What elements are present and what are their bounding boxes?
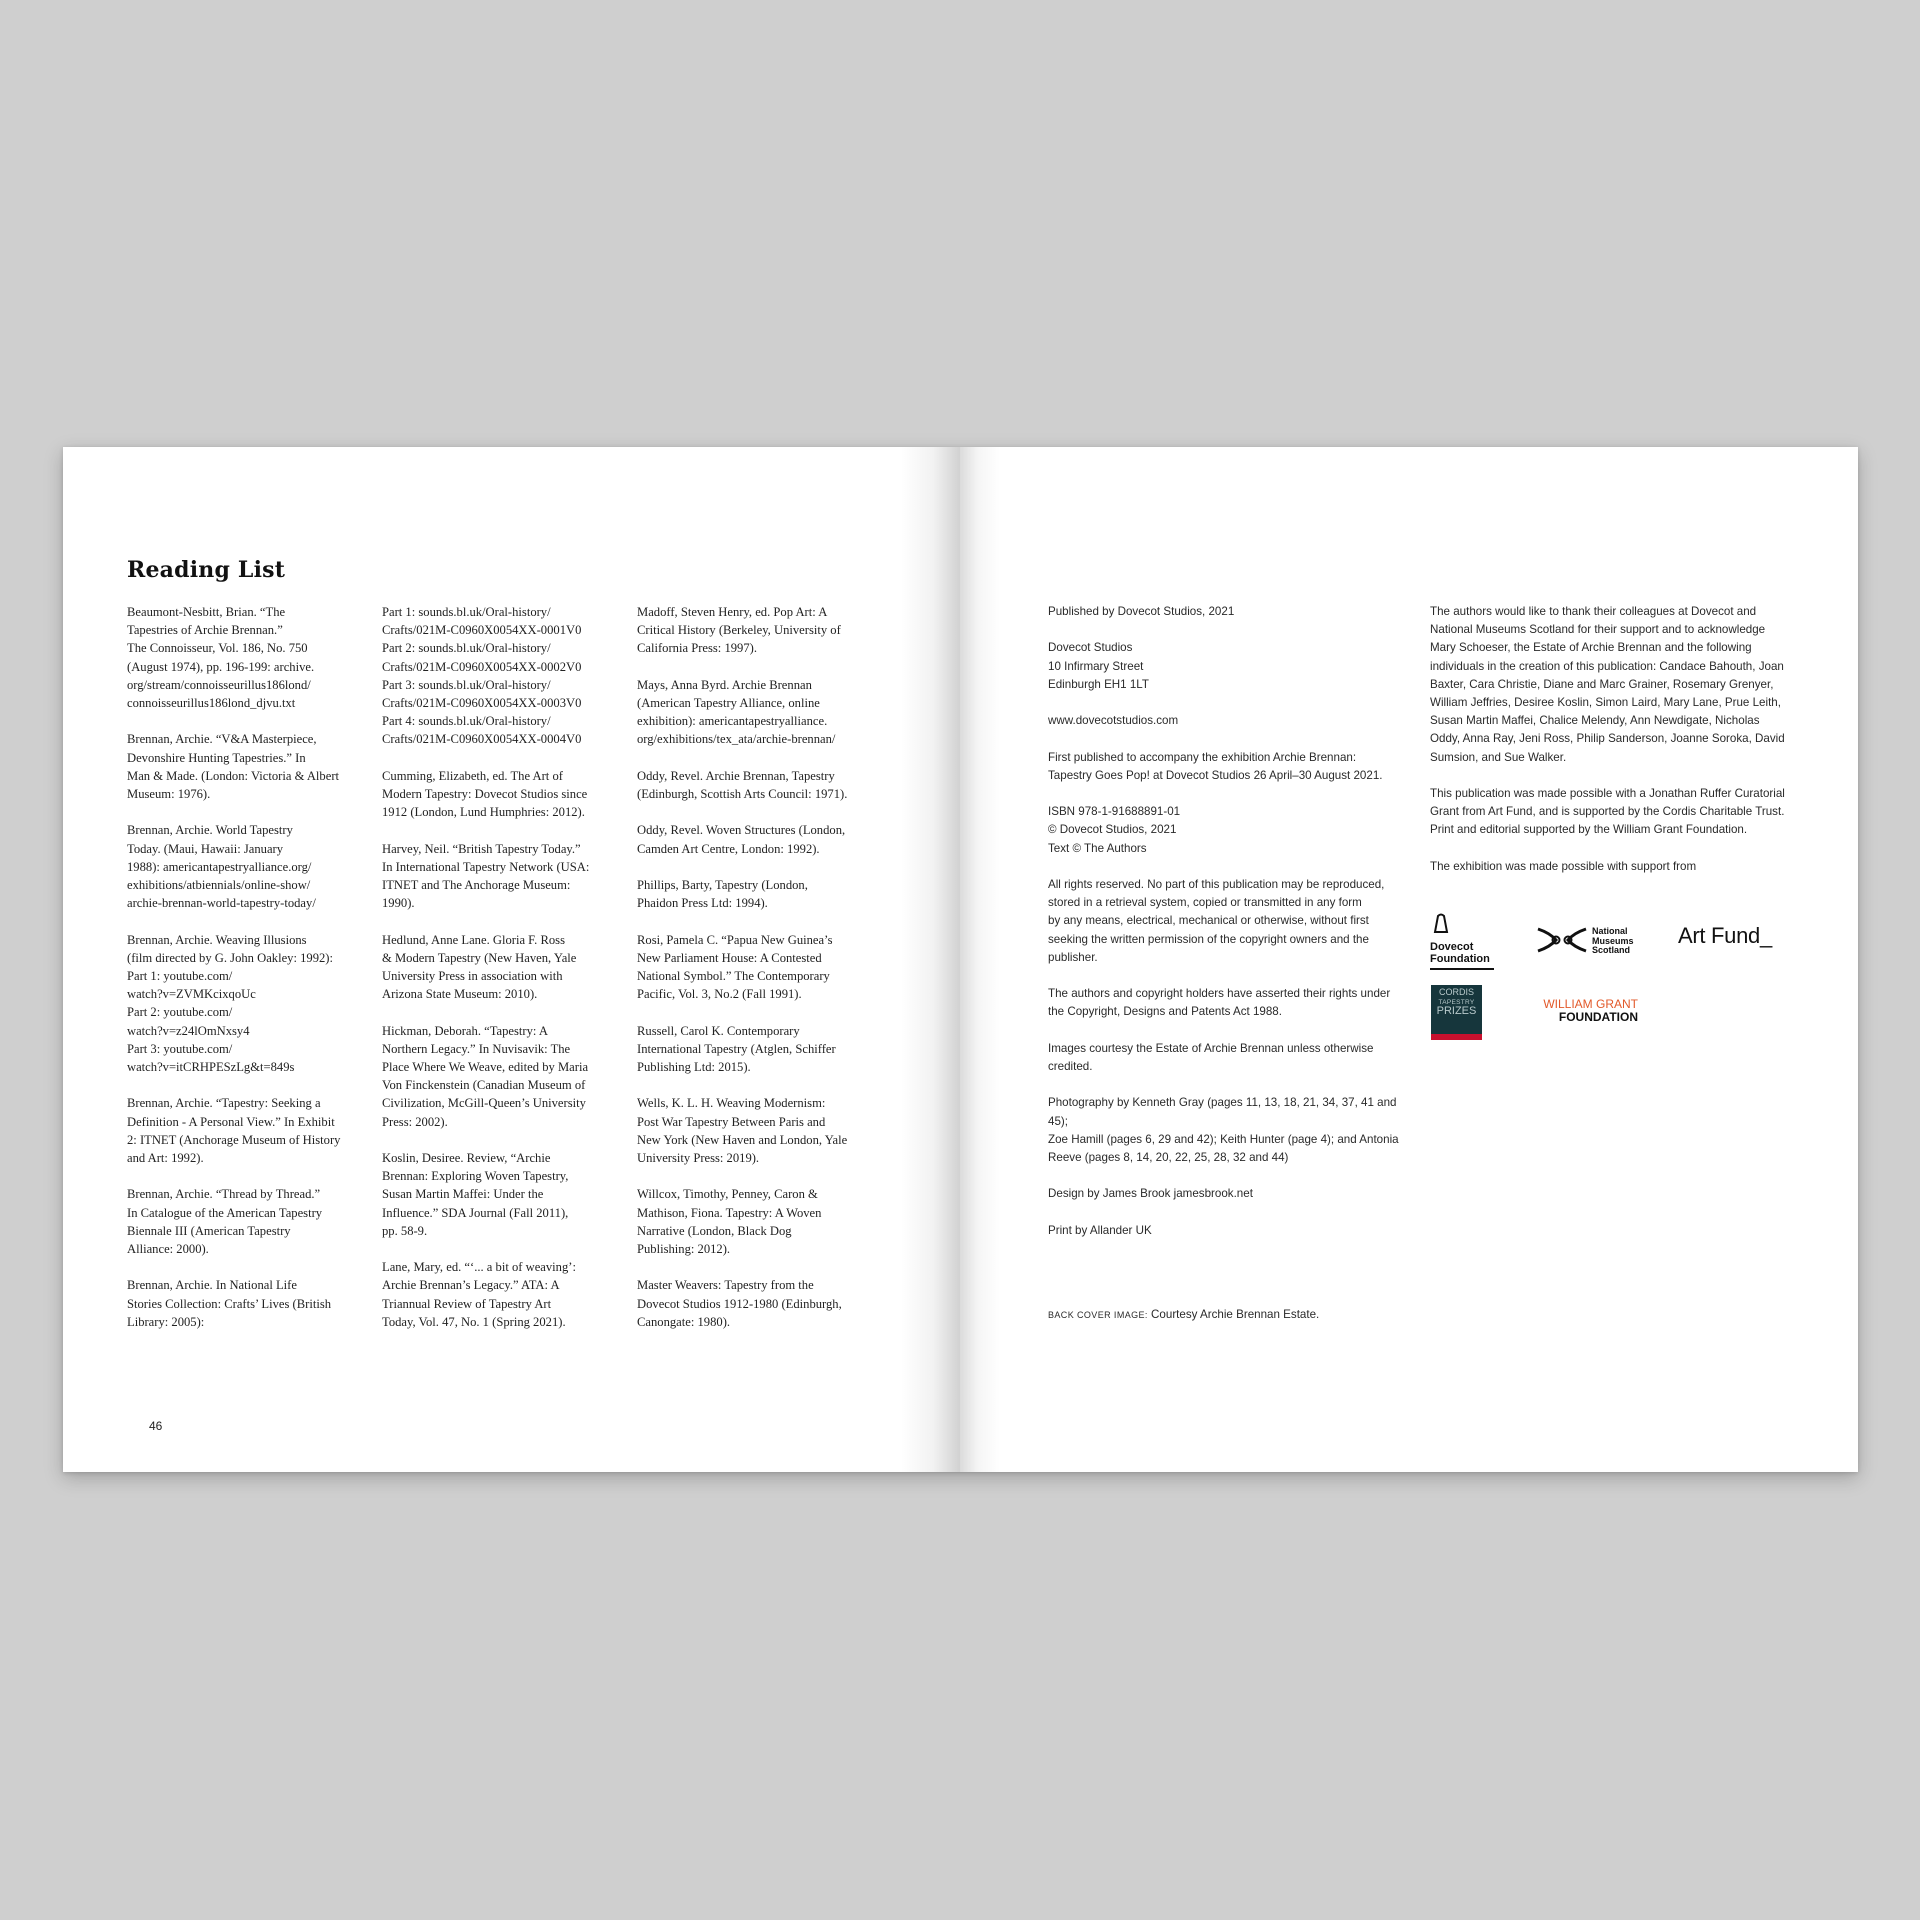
back-cover-label: BACK COVER IMAGE:: [1048, 1310, 1148, 1320]
reading-list-entry: Brennan, Archie. “Tapestry: Seeking a Definition - A Personal View.” In Exhibit 2: ITNET (Anchorage Museum of History and Art: 1992).: [127, 1096, 341, 1166]
reading-list-entry: Brennan, Archie. “V&A Masterpiece, Devonshire Hunting Tapestries.” In Man & Made. (London: Victoria & Albert Museum: 1976).: [127, 732, 340, 802]
gutter-shadow: [900, 447, 960, 1472]
art-fund-logo: Art Fund_: [1678, 923, 1772, 948]
acknowledgements-thanks: The authors would like to thank their colleagues at Dovecot and National Museums Scotland for their support and to acknowledge Mary Schoeser, the Estate of Archie Brennan and the following individuals in the creation of this publication: Candace Bahouth, Joan Baxter, Cara Christie, Diane and Marc Grainer, Rosemary Grenyer, William Jeffries, Desiree Koslin, Simon Laird, Mary Lane, Prue Leith, Susan Martin Maffei, Chalice Melendy, Ann Newdigate, Nicholas Oddy, Anna Ray, Jeni Ross, Philip Sanderson, Joanne Soroka, David Sumsion, and Sue Walker.: [1430, 605, 1785, 764]
colophon-publisher: Published by Dovecot Studios, 2021: [1048, 605, 1235, 618]
cordis-logo-line: TAPESTRY: [1438, 998, 1475, 1006]
dovecot-foundation-logo: [1430, 913, 1500, 970]
colophon-address: Dovecot Studios 10 Infirmary Street Edinburgh EH1 1LT: [1048, 641, 1149, 691]
reading-list-entry: Brennan, Archie. In National Life Stories Collection: Crafts’ Lives (British Library: 2005):: [127, 1278, 332, 1329]
reading-list-entry: Willcox, Timothy, Penney, Caron & Mathison, Fiona. Tapestry: A Woven Narrative (London, Black Dog Publishing: 2012).: [637, 1187, 822, 1256]
wgf-logo-line: FOUNDATION: [1558, 1009, 1638, 1024]
colophon-exhibition: First published to accompany the exhibition Archie Brennan: Tapestry Goes Pop! at Dovecot Studios 26 April–30 August 2021.: [1048, 750, 1383, 782]
acknowledgements: [1430, 603, 1792, 894]
dovecot-logo-line: Foundation: [1430, 953, 1490, 965]
cordis-logo-line: PRIZES: [1436, 1005, 1477, 1018]
reading-list-entry: Brennan, Archie. Weaving Illusions (film directed by G. John Oakley: 1992): Part 1: youtube.com/ watch?v=ZVMKcixqoUc Part 2: youtube.com/ watch?v=z24lOmNxsy4 Part 3: youtube.com/ watch?v=itCRHPESzLg&t=849s: [127, 932, 334, 1075]
reading-list-entry: Part 1: sounds.bl.uk/Oral-history/ Crafts/021M-C0960X0054XX-0001V0 Part 2: sounds.bl.uk/Oral-history/ Crafts/021M-C0960X0054XX-0002V0 Part 3: sounds.bl.uk/Oral-history/ Crafts/021M-C0960X0054XX-0003V0 Part 4: sounds.bl.uk/Oral-history/ Crafts/021M-C0960X0054XX-0004V0: [382, 605, 582, 747]
reading-list-entry: Russell, Carol K. Contemporary International Tapestry (Atglen, Schiffer Publishing Ltd: 2015).: [637, 1023, 836, 1074]
dovecot-logo-line: Dovecot: [1430, 941, 1474, 953]
right-page: [960, 447, 1858, 1472]
reading-list-entry: Rosi, Pamela C. “Papua New Guinea’s New Parliament House: A Contested National Symbol.” The Contemporary Pacific, Vol. 3, No.2 (Fall 1991).: [637, 932, 833, 1002]
gutter-shadow: [960, 447, 1000, 1472]
colophon-photography: Photography by Kenneth Gray (pages 11, 13, 18, 21, 34, 37, 41 and 45); Zoe Hamill (pages 6, 29 and 42); Keith Hunter (page 4); and Antonia Reeve (pages 8, 14, 20, 22, 25, 28, 32 and 44): [1048, 1096, 1399, 1164]
colophon-website: www.dovecotstudios.com: [1048, 714, 1179, 728]
reading-list-entry: Master Weavers: Tapestry from the Dovecot Studios 1912-1980 (Edinburgh, Canongate: 1980).: [637, 1278, 842, 1329]
acknowledgements-support: The exhibition was made possible with support from: [1430, 859, 1697, 873]
reading-list-entry: Madoff, Steven Henry, ed. Pop Art: A Critical History (Berkeley, University of California Press: 1997).: [637, 605, 841, 656]
reading-list-entry: Cumming, Elizabeth, ed. The Art of Modern Tapestry: Dovecot Studios since 1912 (London, Lund Humphries: 2012).: [382, 768, 588, 820]
reading-list-entry: Hickman, Deborah. “Tapestry: A Northern Legacy.” In Nuvisavik: The Place Where We Weave, edited by Maria Von Finckenstein (Canadian Museum of Civilization, McGill-Queen’s University Press: 2002).: [382, 1023, 589, 1129]
nms-icon: [1536, 925, 1588, 955]
colophon-design: Design by James Brook jamesbrook.net: [1048, 1187, 1253, 1201]
reading-list-title: Reading List: [127, 557, 286, 583]
colophon-copyright-act: The authors and copyright holders have asserted their rights under the Copyright, Designs and Patents Act 1988.: [1048, 987, 1391, 1019]
cordis-tapestry-prizes-logo: [1431, 985, 1482, 1040]
book-spread: [63, 447, 1858, 1472]
page-number: 46: [149, 1419, 163, 1433]
reading-list-entry: Hedlund, Anne Lane. Gloria F. Ross & Modern Tapestry (New Haven, Yale University Press in association with Arizona State Museum: 2010).: [382, 932, 577, 1002]
colophon-rights: All rights reserved. No part of this publication may be reproduced, stored in a retrieval system, copied or transmitted in any form by any means, electrical, mechanical or otherwise, without first seeking the written permission of the copyright owners and the publisher.: [1048, 877, 1385, 964]
wgf-logo-line: WILLIAM GRANT: [1543, 997, 1638, 1011]
reading-list-entry: Oddy, Revel. Woven Structures (London, Camden Art Centre, London: 1992).: [637, 823, 846, 856]
reading-list-column-3: [637, 603, 877, 1349]
reading-list-column-2: [382, 603, 622, 1349]
reading-list-entry: Koslin, Desiree. Review, “Archie Brennan: Exploring Woven Tapestry, Susan Martin Maffei: Under the Influence.” SDA Journal (Fall 2011), pp. 58-9.: [382, 1151, 569, 1238]
reading-list-entry: Brennan, Archie. World Tapestry Today. (Maui, Hawaii: January 1988): americantapestryalliance.org/ exhibitions/atbiennials/online-show/ archie-brennan-world-tapestry-today/: [127, 823, 316, 911]
colophon: [1048, 603, 1408, 1258]
reading-list-entry: Brennan, Archie. “Thread by Thread.” In Catalogue of the American Tapestry Biennale III (American Tapestry Alliance: 2000).: [127, 1187, 323, 1257]
national-museums-scotland-logo: [1536, 925, 1646, 965]
back-cover-text: Courtesy Archie Brennan Estate.: [1147, 1308, 1320, 1321]
cordis-logo-line: CORDIS: [1438, 987, 1474, 997]
reading-list-entry: Lane, Mary, ed. “‘... a bit of weaving’: Archie Brennan’s Legacy.” ATA: A Triannual Review of Tapestry Art Today, Vol. 47, No. 1 (Spring 2021).: [382, 1260, 576, 1329]
reading-list-entry: Phillips, Barty, Tapestry (London, Phaidon Press Ltd: 1994).: [637, 877, 808, 911]
nms-logo-line: National: [1592, 926, 1628, 936]
dovecot-icon: [1430, 913, 1452, 933]
reading-list-column-1: [127, 603, 365, 1349]
left-page: [63, 447, 960, 1472]
nms-logo-text: [1592, 927, 1634, 956]
colophon-print: Print by Allander UK: [1048, 1223, 1152, 1237]
reading-list-entry: Wells, K. L. H. Weaving Modernism: Post War Tapestry Between Paris and New York (New Haven and London, Yale University Press: 2019).: [637, 1096, 848, 1165]
reading-list-entry: Mays, Anna Byrd. Archie Brennan (American Tapestry Alliance, online exhibition): americantapestryalliance. org/exhibitions/tex_ata/archie-brennan/: [637, 677, 836, 747]
nms-logo-line: Scotland: [1592, 945, 1631, 956]
acknowledgements-funding: This publication was made possible with a Jonathan Ruffer Curatorial Grant from Art Fund, and is supported by the Cordis Charitable Trust. Print and editorial supported by the William Grant Foundation.: [1430, 787, 1785, 837]
william-grant-foundation-logo: [1536, 998, 1638, 1023]
back-cover-credit: [1048, 1308, 1319, 1321]
reading-list-entry: Beaumont-Nesbitt, Brian. “The Tapestries of Archie Brennan.” The Connoisseur, Vol. 186, No. 750 (August 1974), pp. 196-199: archive. org/stream/connoisseurillus186lond/ connoisseurillus186lond_djvu.txt: [127, 605, 315, 711]
reading-list-entry: Oddy, Revel. Archie Brennan, Tapestry (Edinburgh, Scottish Arts Council: 1971).: [637, 768, 848, 801]
nms-logo-line: Museums: [1592, 935, 1634, 946]
colophon-isbn: ISBN 978-1-91688891-01 © Dovecot Studios, 2021 Text © The Authors: [1048, 805, 1181, 855]
reading-list-entry: Harvey, Neil. “British Tapestry Today.” In International Tapestry Network (USA: ITNET and The Anchorage Museum: 1990).: [382, 841, 590, 911]
dovecot-logo-rule: [1430, 968, 1494, 970]
colophon-images: Images courtesy the Estate of Archie Brennan unless otherwise credited.: [1048, 1041, 1374, 1073]
